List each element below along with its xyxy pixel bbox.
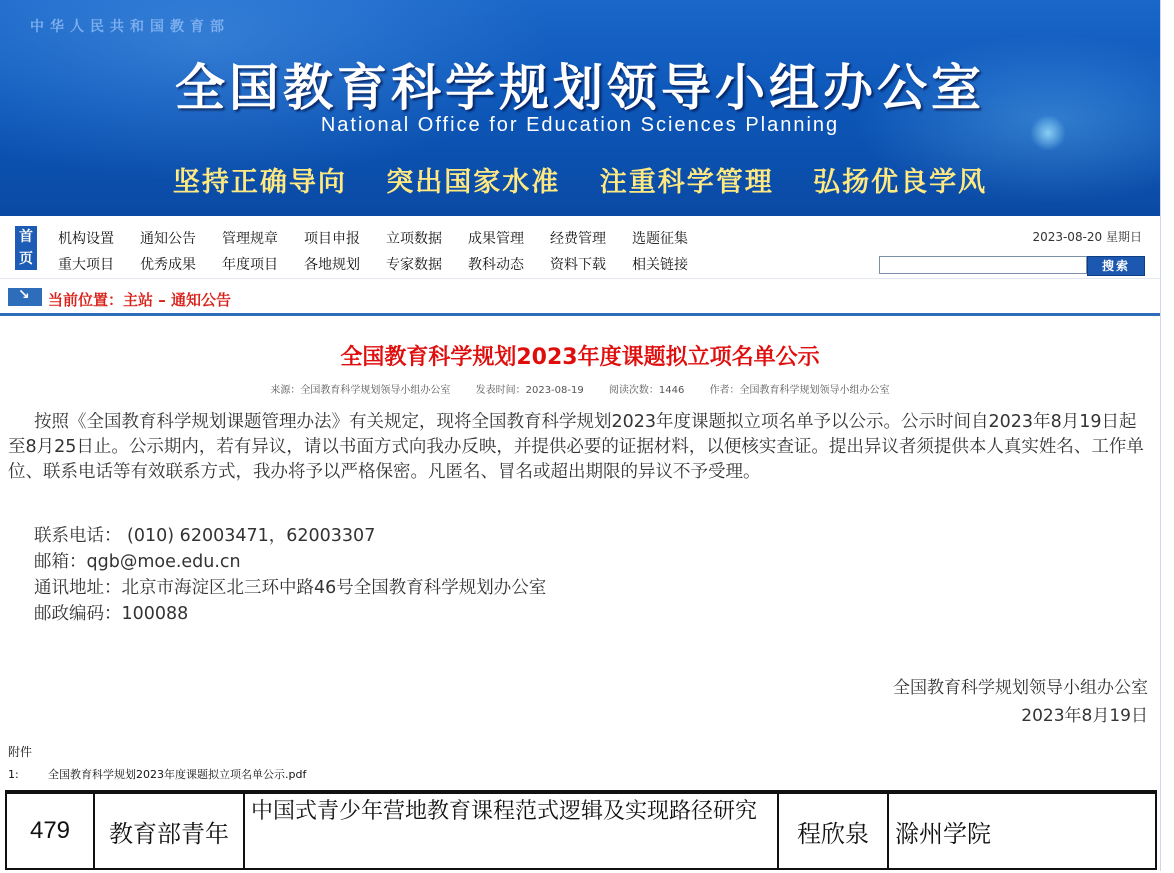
signature-org: 全国教育科学规划领导小组办公室 xyxy=(893,678,1148,698)
nav-row-1 xyxy=(58,228,714,248)
cell-title: 中国式青少年营地教育课程范式逻辑及实现路径研究 xyxy=(244,793,778,869)
signature xyxy=(893,674,1148,730)
nav-item-shenbao[interactable]: 项目申报 xyxy=(304,231,360,247)
home-link[interactable]: 首页 xyxy=(15,226,37,270)
contact-info xyxy=(34,523,546,627)
pdf-table xyxy=(5,792,1157,870)
meta-published: 发表时间：2023-08-19 xyxy=(475,385,584,396)
ministry-name: 中华人民共和国教育部 xyxy=(30,19,230,35)
site-title: 全国教育科学规划领导小组办公室 xyxy=(175,58,985,117)
article-body xyxy=(8,410,1148,485)
nav-item-guizhang[interactable]: 管理规章 xyxy=(222,231,278,247)
contact-email: 邮箱：qgb@moe.edu.cn xyxy=(34,552,241,572)
attachment-link[interactable]: 全国教育科学规划2023年度课题拟立项名单公示.pdf xyxy=(48,768,307,781)
nav-item-jiaoke[interactable]: 教科动态 xyxy=(468,257,524,273)
attachments-label: 附件 xyxy=(8,745,33,759)
cell-number: 479 xyxy=(6,793,94,869)
nav-item-jigou[interactable]: 机构设置 xyxy=(58,231,114,247)
slogans xyxy=(0,160,1160,199)
nav-item-youxiu[interactable]: 优秀成果 xyxy=(140,257,196,273)
arrow-icon xyxy=(8,288,42,306)
pdf-viewer[interactable] xyxy=(5,790,1157,873)
meta-source: 来源：全国教育科学规划领导小组办公室 xyxy=(270,385,451,396)
nav-item-lixiang[interactable]: 立项数据 xyxy=(386,231,442,247)
header-banner xyxy=(0,0,1160,216)
meta-author: 作者：全国教育科学规划领导小组办公室 xyxy=(709,385,890,396)
main-nav xyxy=(0,216,1160,279)
article-paragraph: 按照《全国教育科学规划课题管理办法》有关规定，现将全国教育科学规划2023年度课题拟立项名单予以公示。公示时间自2023年8月19日起至8月25日止。公示期内，若有异议，请以书面方式向我办反映，并提供必要的证据材料，以便核实查证。提出异议者须提供本人真实姓名、工作单位、联系电话等有效联系方式，我办将予以严格保密。凡匿名、冒名或超出期限的异议不予受理。 xyxy=(8,412,1144,482)
attachment-item[interactable] xyxy=(8,766,306,782)
nav-item-jingfei[interactable]: 经费管理 xyxy=(550,231,606,247)
nav-item-xuanti[interactable]: 选题征集 xyxy=(632,231,688,247)
nav-item-zhuanjia[interactable]: 专家数据 xyxy=(386,257,442,273)
contact-phone: 联系电话： (010) 62003471，62003307 xyxy=(34,526,376,546)
breadcrumb-text: 当前位置：主站 – 通知公告 xyxy=(48,291,231,309)
slogan: 注重科学管理 xyxy=(599,167,774,198)
slogan: 突出国家水准 xyxy=(386,167,561,198)
breadcrumb xyxy=(0,279,1160,316)
search-input[interactable] xyxy=(879,256,1087,274)
nav-item-xiangguan[interactable]: 相关链接 xyxy=(632,257,688,273)
contact-postcode: 邮政编码：100088 xyxy=(34,604,189,624)
decorative-glow-icon xyxy=(1030,115,1066,151)
cell-org: 滁州学院 xyxy=(888,793,1156,869)
attachment-index: 1: xyxy=(8,768,19,781)
nav-row-2 xyxy=(58,254,714,274)
nav-item-tongzhi[interactable]: 通知公告 xyxy=(140,231,196,247)
search-button[interactable]: 搜索 xyxy=(1087,256,1145,276)
meta-views: 阅读次数：1446 xyxy=(608,385,685,396)
slogan: 弘扬优良学风 xyxy=(813,167,988,198)
cell-category: 教育部青年 xyxy=(94,793,244,869)
article-meta xyxy=(0,381,1160,396)
contact-address: 通讯地址：北京市海淀区北三环中路46号全国教育科学规划办公室 xyxy=(34,578,547,598)
current-date: 2023-08-20 星期日 xyxy=(1032,230,1142,244)
slogan: 坚持正确导向 xyxy=(172,167,347,198)
signature-date: 2023年8月19日 xyxy=(1021,706,1148,726)
nav-item-zhongda[interactable]: 重大项目 xyxy=(58,257,114,273)
nav-item-gedi[interactable]: 各地规划 xyxy=(304,257,360,273)
nav-item-chengguo[interactable]: 成果管理 xyxy=(468,231,524,247)
cell-person: 程欣泉 xyxy=(778,793,888,869)
site-subtitle: National Office for Education Sciences Planning xyxy=(320,114,840,136)
article-title: 全国教育科学规划2023年度课题拟立项名单公示 xyxy=(340,345,820,370)
nav-item-ziliao[interactable]: 资料下载 xyxy=(550,257,606,273)
table-row xyxy=(6,793,1156,869)
nav-item-niandu[interactable]: 年度项目 xyxy=(222,257,278,273)
